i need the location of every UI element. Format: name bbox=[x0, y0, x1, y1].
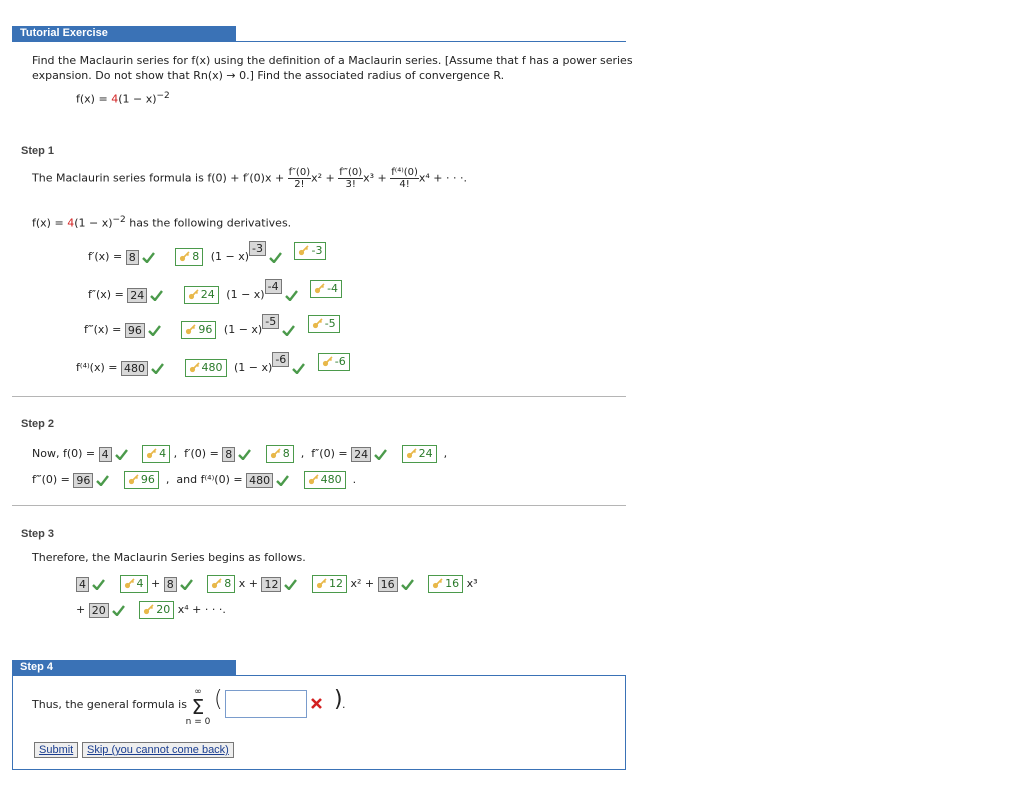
answer-key[interactable]: 96 bbox=[124, 471, 159, 489]
key-icon bbox=[211, 578, 222, 589]
answer-box: -4 bbox=[265, 279, 282, 294]
checkmark-icon bbox=[269, 252, 282, 263]
key-icon bbox=[270, 448, 281, 459]
key-icon bbox=[432, 578, 443, 589]
answer-key[interactable]: -6 bbox=[318, 353, 350, 371]
answer-box: 20 bbox=[89, 603, 109, 618]
answer-box: 8 bbox=[164, 577, 177, 592]
checkmark-icon bbox=[151, 363, 164, 374]
submit-button[interactable]: Submit bbox=[34, 742, 78, 758]
answer-key[interactable]: 12 bbox=[312, 575, 347, 593]
step-1-divider bbox=[12, 396, 626, 397]
key-icon bbox=[185, 324, 196, 335]
key-icon bbox=[179, 251, 190, 262]
derivative-row-3: f‴(x) = 96 96 (1 − x)-5 -5 bbox=[84, 314, 340, 339]
checkmark-icon bbox=[401, 579, 414, 590]
answer-key[interactable]: 8 bbox=[266, 445, 294, 463]
answer-key[interactable]: -4 bbox=[310, 280, 342, 298]
problem-line-2: expansion. Do not show that Rn(x) → 0.] Find the associated radius of convergence R. bbox=[32, 69, 505, 82]
step-1-label: Step 1 bbox=[21, 145, 55, 157]
answer-key[interactable]: 480 bbox=[185, 359, 227, 377]
derivative-row-1: f′(x) = 8 8 (1 − x)-3 -3 bbox=[88, 241, 326, 266]
checkmark-icon bbox=[276, 475, 289, 486]
problem-line-1: Find the Maclaurin series for f(x) using the definition of a Maclaurin series. [Assume that f has a power series bbox=[32, 54, 633, 67]
answer-box: 480 bbox=[246, 473, 273, 488]
header-rule bbox=[12, 41, 626, 42]
key-icon bbox=[316, 578, 327, 589]
sigma-icon: Σ bbox=[191, 695, 205, 719]
answer-key[interactable]: 16 bbox=[428, 575, 463, 593]
step-4-tab: Step 4 bbox=[12, 660, 236, 675]
right-paren: ) bbox=[334, 687, 343, 712]
checkmark-icon bbox=[112, 605, 125, 616]
checkmark-icon bbox=[284, 579, 297, 590]
key-icon bbox=[189, 362, 200, 373]
key-icon bbox=[314, 283, 325, 294]
answer-key[interactable]: 480 bbox=[304, 471, 346, 489]
key-icon bbox=[124, 578, 135, 589]
key-icon bbox=[322, 356, 333, 367]
problem-function: $f(x) = 4(1 - x)^{-2}$ bbox=[76, 91, 170, 106]
answer-key[interactable]: 4 bbox=[142, 445, 170, 463]
step-2-divider bbox=[12, 505, 626, 506]
answer-box: 24 bbox=[127, 288, 147, 303]
step-3-label: Step 3 bbox=[21, 528, 55, 540]
key-icon bbox=[143, 604, 154, 615]
answer-box: 4 bbox=[76, 577, 89, 592]
checkmark-icon bbox=[148, 325, 161, 336]
answer-key[interactable]: 4 bbox=[120, 575, 148, 593]
answer-key[interactable]: 8 bbox=[207, 575, 235, 593]
derivative-row-2: f″(x) = 24 24 (1 − x)-4 -4 bbox=[88, 279, 342, 304]
key-icon bbox=[298, 245, 309, 256]
answer-key[interactable]: -5 bbox=[308, 315, 340, 333]
answer-key[interactable]: 20 bbox=[139, 601, 174, 619]
series-line-2: + 20 20 x⁴ + · · ·. bbox=[76, 601, 226, 619]
answer-box: 8 bbox=[222, 447, 235, 462]
answer-box: 96 bbox=[125, 323, 145, 338]
checkmark-icon bbox=[180, 579, 193, 590]
step-2-label: Step 2 bbox=[21, 418, 55, 430]
checkmark-icon bbox=[115, 449, 128, 460]
answer-key[interactable]: 24 bbox=[184, 286, 219, 304]
derivative-row-4: f⁽⁴⁾(x) = 480 480 (1 − x)-6 -6 bbox=[76, 352, 350, 377]
checkmark-icon bbox=[96, 475, 109, 486]
wrong-answer-icon bbox=[310, 697, 323, 710]
answer-box: 8 bbox=[126, 250, 139, 265]
key-icon bbox=[312, 318, 323, 329]
checkmark-icon bbox=[142, 252, 155, 263]
derivatives-intro: $f(x) = 4(1 - x)^{-2}$ has the following derivatives. bbox=[32, 215, 292, 230]
checkmark-icon bbox=[150, 290, 163, 301]
answer-key[interactable]: -3 bbox=[294, 242, 326, 260]
answer-box: 12 bbox=[261, 577, 281, 592]
maclaurin-formula: The Maclaurin series formula is f(0) + f′(0)x + $\frac{f''(0)}{2!}$ x² + $\frac{f‴(0)}{3!}$ x³ + $\frac{\text{f⁽⁴⁾(0)}}{4!}$ x⁴ + · · ·. bbox=[32, 167, 467, 190]
series-line-1: 4 4 + 8 8 x + 12 12 x² + 16 16 x³ bbox=[76, 575, 478, 593]
key-icon bbox=[128, 474, 139, 485]
checkmark-icon bbox=[238, 449, 251, 460]
checkmark-icon bbox=[282, 325, 295, 336]
answer-key[interactable]: 96 bbox=[181, 321, 216, 339]
answer-box: 480 bbox=[121, 361, 148, 376]
tutorial-exercise-tab: Tutorial Exercise bbox=[12, 26, 236, 41]
checkmark-icon bbox=[374, 449, 387, 460]
answer-box: 24 bbox=[351, 447, 371, 462]
answer-key[interactable]: 8 bbox=[175, 248, 203, 266]
step-2-line-2: f‴(0) = 96 96 , and f⁽⁴⁾(0) = 480 480 . bbox=[32, 471, 356, 489]
checkmark-icon bbox=[292, 363, 305, 374]
key-icon bbox=[146, 448, 157, 459]
step-2-line-1: Now, f(0) = 4 4 , f′(0) = 8 8 , f″(0) = 24 24 , bbox=[32, 445, 447, 463]
trailing-period: . bbox=[342, 698, 346, 711]
answer-box: -3 bbox=[249, 241, 266, 256]
general-formula-label: Thus, the general formula is bbox=[32, 698, 187, 711]
answer-box: 4 bbox=[99, 447, 112, 462]
key-icon bbox=[308, 474, 319, 485]
answer-box: 96 bbox=[73, 473, 93, 488]
answer-box: -5 bbox=[262, 314, 279, 329]
key-icon bbox=[188, 289, 199, 300]
left-paren: ( bbox=[214, 687, 223, 712]
key-icon bbox=[406, 448, 417, 459]
summation: ∞ Σ n = 0 bbox=[183, 687, 213, 727]
general-formula-input[interactable] bbox=[225, 690, 307, 718]
skip-button[interactable]: Skip (you cannot come back) bbox=[82, 742, 234, 758]
checkmark-icon bbox=[285, 290, 298, 301]
checkmark-icon bbox=[92, 579, 105, 590]
answer-key[interactable]: 24 bbox=[402, 445, 437, 463]
answer-box: -6 bbox=[272, 352, 289, 367]
step-3-intro: Therefore, the Maclaurin Series begins as follows. bbox=[32, 551, 306, 564]
answer-box: 16 bbox=[378, 577, 398, 592]
